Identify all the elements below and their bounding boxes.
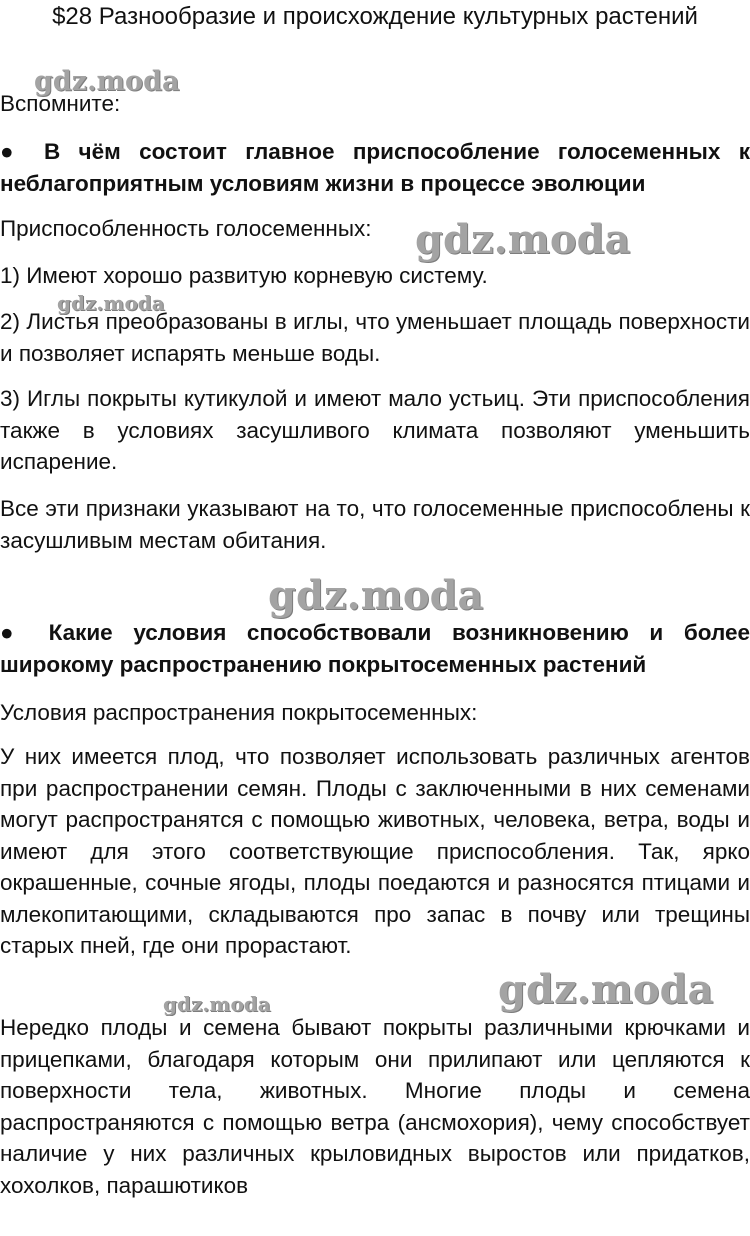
page-title: $28 Разнообразие и происхождение культурных растений <box>52 3 698 30</box>
conclusion-1: Все эти признаки указывают на то, что голосеменные приспособлены к засушливым местам обитания. <box>0 496 750 553</box>
watermark: gdz.moda <box>34 66 180 97</box>
paragraph-2: Нередко плоды и семена бывают покрыты различными крючками и прицепками, благодаря которым они прилипают или цепляются к поверхности тела, животных. Многие плоды и семена распространяются с помощью ветра (ансмохория), чему способствует наличие у них различных крыловидных выростов или придатков, хохолков, парашютиков <box>0 1015 750 1198</box>
point-1: 1) Имеют хорошо развитую корневую систему. <box>0 263 488 288</box>
point-3: 3) Иглы покрыты кутикулой и имеют мало устьиц. Эти приспособления также в условиях засушливого климата позволяют уменьшить испарение. <box>0 386 750 474</box>
watermark: gdz.moda <box>163 992 271 1016</box>
remember-label: Вспомните: <box>0 91 121 116</box>
point-2: 2) Листья преобразованы в иглы, что уменьшает площадь поверхности и позволяет испарять меньше воды. <box>0 309 750 366</box>
watermark: gdz.moda <box>268 572 484 619</box>
watermark: gdz.moda <box>57 291 165 315</box>
paragraph-1: У них имеется плод, что позволяет использовать различных агентов при распространении семян. Плоды с заключенными в них семенами могут распространятся с помощью животных, человека, ветра, воды и имеют для этого соответствующие приспособления. Так, ярко окрашенные, сочные ягоды, плоды поедаются и разносятся птицами и млекопитающими, складываются про запас в почву или трещины старых пней, где они прорастают. <box>0 744 750 958</box>
adaptation-intro: Приспособленность голосеменных: <box>0 216 372 241</box>
watermark: gdz.moda <box>415 216 631 263</box>
spread-intro: Условия распространения покрытосеменных: <box>0 700 478 725</box>
watermark: gdz.moda <box>498 966 714 1013</box>
question-1: ● В чём состоит главное приспособление голосеменных к неблагоприятным условиям жизни в процессе эволюции <box>0 139 750 196</box>
question-2: ● Какие условия способствовали возникновению и более широкому распространению покрытосеменных растений <box>0 620 750 677</box>
